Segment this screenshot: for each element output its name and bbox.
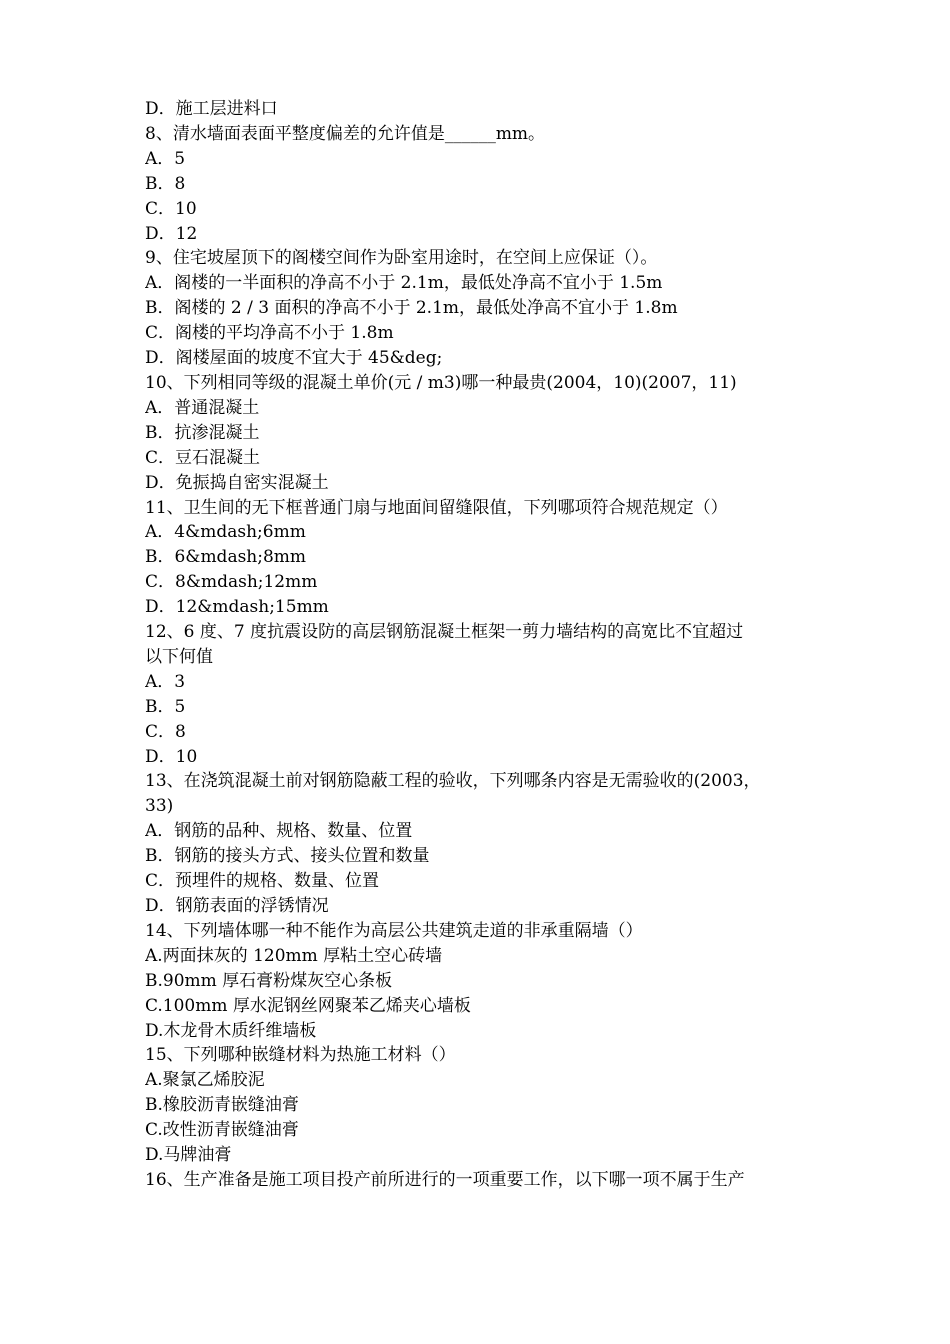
question-12-stem-continued: 以下何值 [145, 646, 213, 667]
question-16-stem: 16、生产准备是施工项目投产前所进行的一项重要工作，以下哪一项不属于生产 [145, 1169, 745, 1190]
question-8-stem: 8、清水墙面表面平整度偏差的允许值是______mm。 [145, 123, 546, 144]
option-text: A．阁楼的一半面积的净高不小于 2.1m，最低处净高不宜小于 1.5m [145, 273, 663, 294]
option-text: C.100mm 厚水泥钢丝网聚苯乙烯夹心墙板 [145, 995, 471, 1016]
option-text: A.两面抹灰的 120mm 厚粘土空心砖墙 [145, 945, 443, 966]
option-text: D．免振捣自密实混凝土 [145, 472, 329, 493]
option-text: D．施工层进料口 [145, 99, 278, 119]
option-text: D.马牌油膏 [145, 1145, 232, 1166]
question-15-stem: 15、下列哪种嵌缝材料为热施工材料（） [145, 1045, 456, 1066]
question-11-stem: 11、卫生间的无下框普通门扇与地面间留缝限值，下列哪项符合规范规定（） [145, 497, 728, 518]
option-text: A．5 [145, 148, 186, 169]
option-text: B．8 [145, 173, 186, 194]
option-text: C．阁楼的平均净高不小于 1.8m [145, 323, 394, 344]
option-text: B.橡胶沥青嵌缝油膏 [145, 1095, 299, 1116]
option-text: A．普通混凝土 [145, 397, 260, 418]
option-text: D．10 [145, 746, 198, 767]
option-text: C.改性沥青嵌缝油膏 [145, 1120, 299, 1141]
option-text: D．钢筋表面的浮锈情况 [145, 896, 329, 916]
option-text: B．抗渗混凝土 [145, 422, 260, 443]
question-13-stem: 13、在浇筑混凝土前对钢筋隐蔽工程的验收，下列哪条内容是无需验收的(2003， [145, 771, 761, 792]
option-text: B.90mm 厚石膏粉煤灰空心条板 [145, 970, 393, 991]
question-13-stem-continued: 33) [145, 796, 174, 817]
option-text: A．4&mdash;6mm [145, 522, 306, 543]
option-text: B．阁楼的 2 / 3 面积的净高不小于 2.1m，最低处净高不宜小于 1.8m [145, 298, 678, 319]
option-text: D.木龙骨木质纤维墙板 [145, 1020, 317, 1041]
option-text: B．6&mdash;8mm [145, 547, 307, 568]
question-10-stem: 10、下列相同等级的混凝土单价(元 / m3)哪一种最贵(2004，10)(2007，11) [145, 372, 737, 393]
option-text: A．3 [145, 671, 186, 692]
option-text: D．12&mdash;15mm [145, 597, 329, 618]
option-text: D．12 [145, 223, 198, 244]
option-text: A.聚氯乙烯胶泥 [145, 1070, 265, 1091]
option-text: C．预埋件的规格、数量、位置 [145, 871, 380, 892]
option-text: B．5 [145, 696, 186, 717]
option-text: C．8 [145, 721, 186, 742]
question-12-stem: 12、6 度、7 度抗震设防的高层钢筋混凝土框架一剪力墙结构的高宽比不宜超过 [145, 622, 744, 643]
option-text: C．10 [145, 198, 197, 219]
question-14-stem: 14、下列墙体哪一种不能作为高层公共建筑走道的非承重隔墙（） [145, 920, 643, 941]
question-9-stem: 9、住宅坡屋顶下的阁楼空间作为卧室用途时，在空间上应保证（）。 [145, 248, 658, 269]
option-text: D．阁楼屋面的坡度不宜大于 45&deg; [145, 348, 443, 369]
exam-text-body [145, 97, 815, 1193]
option-text: C．豆石混凝土 [145, 447, 261, 468]
option-text: B．钢筋的接头方式、接头位置和数量 [145, 846, 430, 867]
option-text: C．8&mdash;12mm [145, 572, 318, 593]
option-text: A．钢筋的品种、规格、数量、位置 [145, 821, 413, 842]
